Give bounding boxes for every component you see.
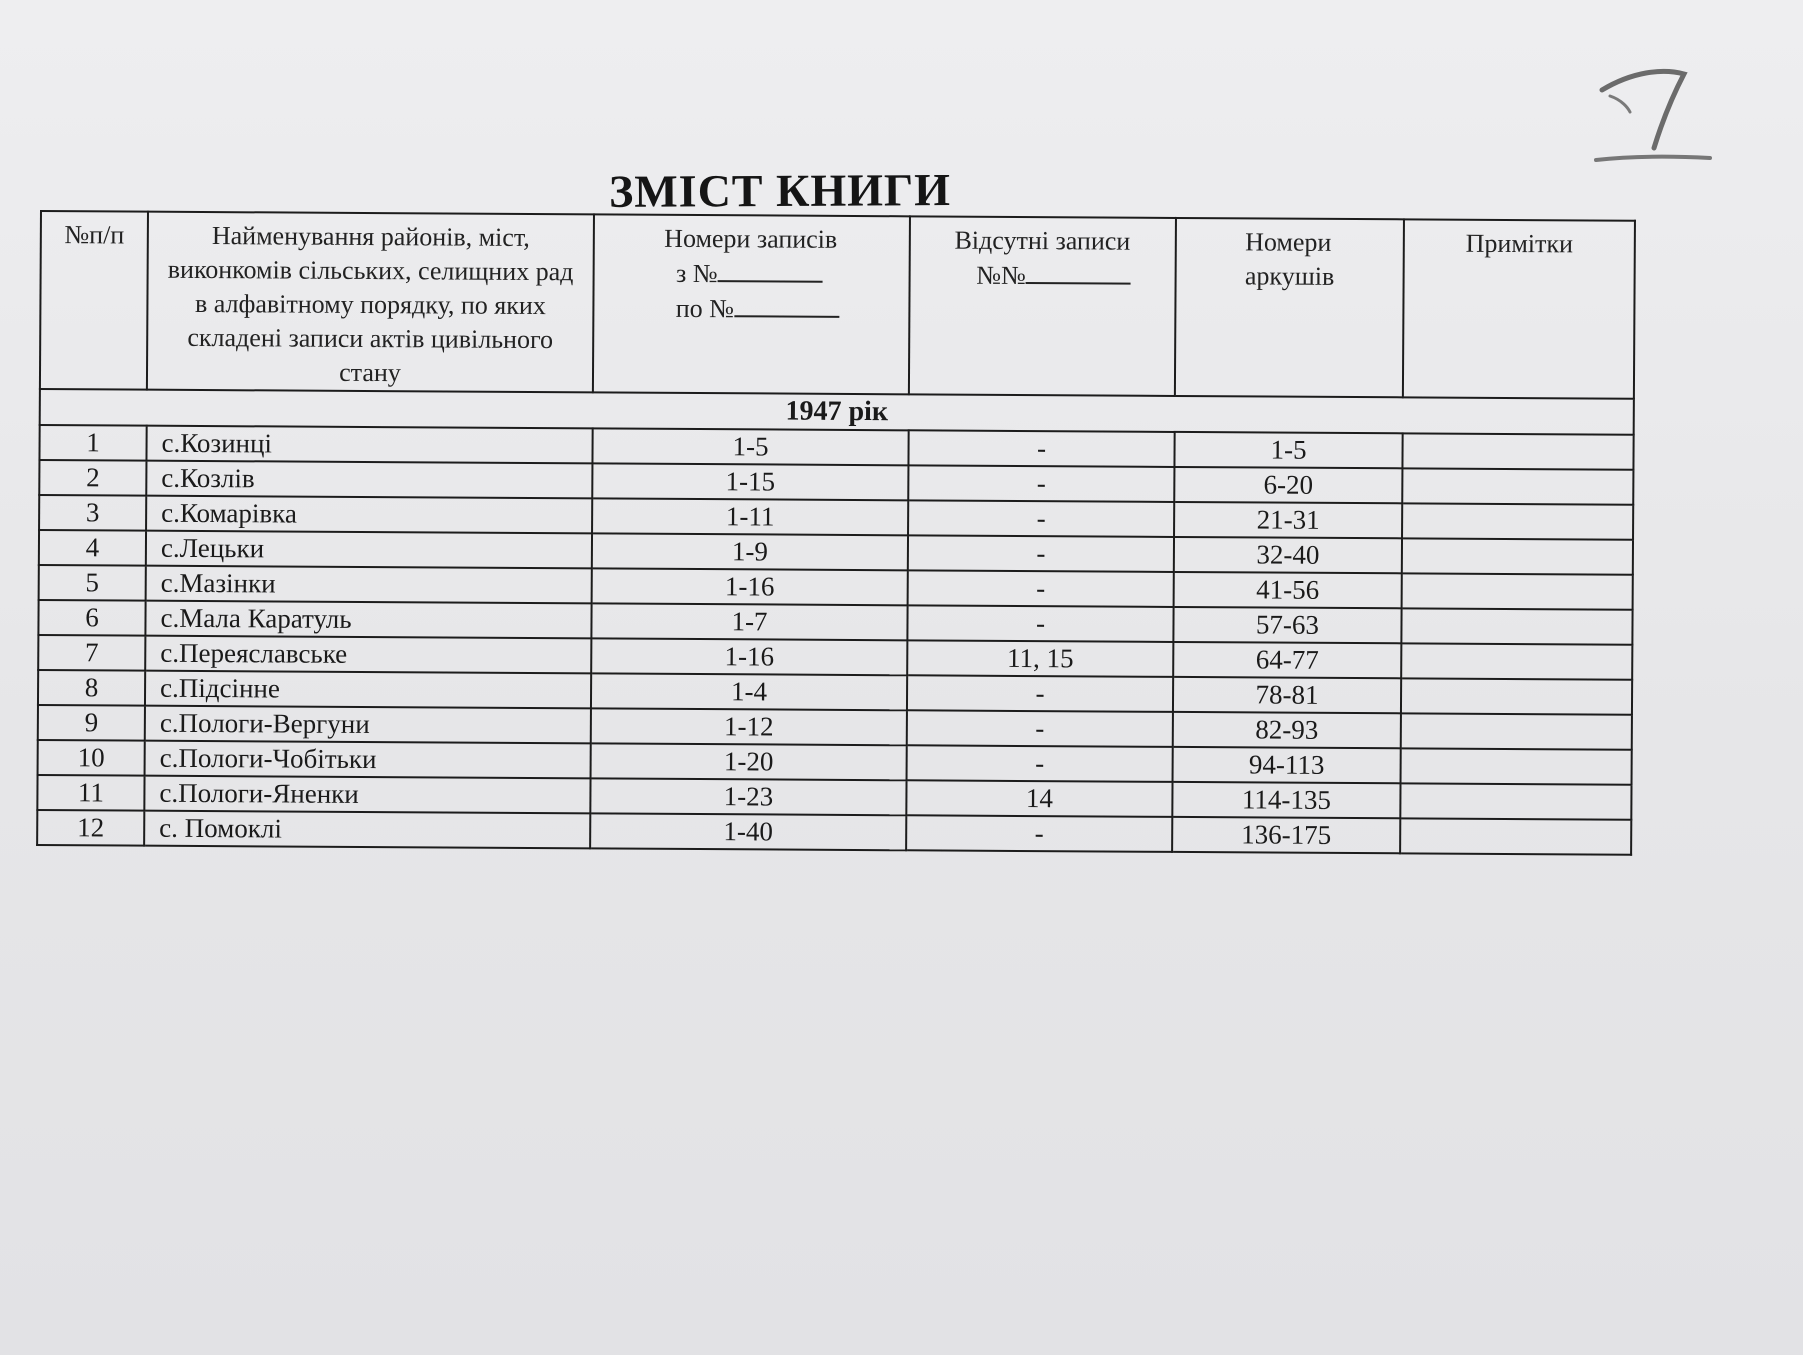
row-number: 12: [37, 810, 144, 846]
record-range: 1-15: [592, 463, 908, 500]
record-range: 1-16: [592, 568, 908, 605]
record-range: 1-11: [592, 498, 908, 535]
missing-records: -: [907, 745, 1173, 782]
header-missing: [909, 216, 1176, 396]
settlement-name: с.Лецьки: [146, 531, 592, 569]
notes-cell: [1402, 538, 1633, 574]
table-body: [37, 389, 1634, 855]
settlement-name: с.Козинці: [146, 426, 592, 464]
notes-cell: [1400, 783, 1631, 819]
row-number: 11: [37, 775, 144, 811]
header-notes: Примітки: [1403, 219, 1635, 398]
row-number: 8: [38, 670, 145, 706]
missing-records: -: [907, 710, 1173, 747]
notes-cell: [1402, 468, 1633, 504]
missing-records: -: [906, 815, 1172, 852]
record-range: 1-4: [591, 673, 907, 710]
sheet-range: 114-135: [1172, 782, 1400, 818]
row-number: 2: [39, 460, 146, 496]
notes-cell: [1401, 608, 1632, 644]
sheet-range: 6-20: [1174, 467, 1402, 503]
settlement-name: с. Помоклі: [144, 811, 590, 849]
missing-records: 11, 15: [907, 640, 1173, 677]
missing-records: -: [908, 500, 1174, 537]
missing-records: -: [907, 675, 1173, 712]
notes-cell: [1402, 433, 1633, 469]
record-range: 1-20: [591, 743, 907, 780]
sheet-range: 41-56: [1174, 572, 1402, 608]
missing-records: -: [908, 570, 1174, 607]
header-records-from: з №: [675, 258, 718, 289]
notes-cell: [1402, 503, 1633, 539]
header-num: №п/п: [40, 211, 148, 390]
settlement-name: с.Пологи-Яненки: [144, 776, 590, 814]
notes-cell: [1401, 748, 1632, 784]
record-range: 1-40: [590, 813, 906, 850]
settlement-name: с.Підсінне: [145, 671, 591, 709]
row-number: 6: [38, 600, 145, 636]
notes-cell: [1401, 643, 1632, 679]
missing-records: -: [908, 465, 1174, 502]
settlement-name: с.Козлів: [146, 461, 592, 499]
contents-table-wrapper: [36, 210, 1634, 856]
settlement-name: с.Пологи-Вергуни: [145, 706, 591, 744]
header-records-line1: Номери записів: [664, 223, 838, 254]
header-row: [40, 211, 1635, 399]
header-name: Найменування районів, міст, виконкомів сільських, селищних рад в алфавітному порядку, по яких складені записи актів цивільного стану: [147, 212, 594, 393]
from-blank-line: [718, 256, 823, 283]
record-range: 1-7: [591, 603, 907, 640]
sheet-range: 1-5: [1174, 432, 1402, 468]
missing-records: -: [908, 535, 1174, 572]
record-range: 1-16: [591, 638, 907, 675]
row-number: 7: [38, 635, 145, 671]
settlement-name: с.Пологи-Чобітьки: [145, 741, 591, 779]
sheet-range: 78-81: [1173, 677, 1401, 713]
sheet-range: 21-31: [1174, 502, 1402, 538]
header-sheets-line2: аркушів: [1244, 261, 1335, 291]
sheet-range: 94-113: [1173, 747, 1401, 783]
missing-records: -: [908, 430, 1174, 467]
contents-table: [36, 210, 1636, 856]
row-number: 3: [39, 495, 146, 531]
sheet-range: 136-175: [1172, 817, 1400, 853]
header-missing-line1: Відсутні записи: [954, 225, 1131, 256]
sheet-range: 64-77: [1173, 642, 1401, 678]
row-number: 5: [39, 565, 146, 601]
record-range: 1-5: [592, 428, 908, 465]
notes-cell: [1400, 818, 1631, 854]
header-records-to: по №: [675, 293, 735, 324]
notes-cell: [1401, 713, 1632, 749]
missing-records: -: [907, 605, 1173, 642]
settlement-name: с.Мала Каратуль: [145, 601, 591, 639]
sheet-range: 57-63: [1173, 607, 1401, 643]
notes-cell: [1401, 678, 1632, 714]
header-sheets: [1175, 218, 1404, 397]
row-number: 4: [39, 530, 146, 566]
row-number: 1: [39, 425, 146, 461]
missing-records: 14: [906, 780, 1172, 817]
sheet-range: 32-40: [1174, 537, 1402, 573]
record-range: 1-12: [591, 708, 907, 745]
settlement-name: с.Комарівка: [146, 496, 592, 534]
row-number: 10: [38, 740, 145, 776]
header-missing-line2: №№: [976, 260, 1027, 291]
settlement-name: с.Переяславське: [145, 636, 591, 674]
header-records: [593, 214, 910, 394]
header-sheets-line1: Номери: [1245, 227, 1332, 257]
missing-blank-line: [1026, 258, 1131, 285]
page-title: ЗМІСТ КНИГИ: [608, 164, 952, 217]
record-range: 1-9: [592, 533, 908, 570]
row-number: 9: [38, 705, 145, 741]
record-range: 1-23: [590, 778, 906, 815]
year-label: 1947 рік: [40, 389, 1634, 435]
sheet-range: 82-93: [1173, 712, 1401, 748]
settlement-name: с.Мазінки: [146, 566, 592, 604]
to-blank-line: [734, 291, 839, 318]
handwritten-page-number: [1592, 52, 1712, 172]
notes-cell: [1402, 573, 1633, 609]
